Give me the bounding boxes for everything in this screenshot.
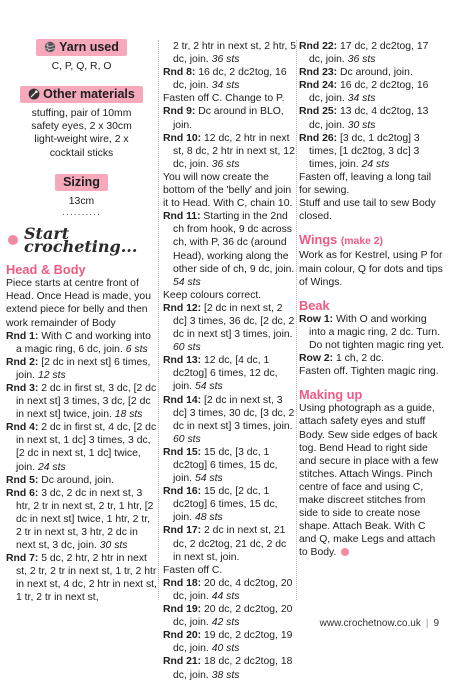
- round-text: 16 dc, 2 dc2tog, 16 dc, join.: [173, 67, 287, 92]
- round-text: 18 dc, 2 dc2tog, 18 dc, join.: [173, 656, 293, 681]
- round-label: Rnd 6:: [6, 487, 39, 499]
- round-item: [6, 474, 157, 487]
- round-item: [299, 40, 445, 66]
- round-label: Rnd 11:: [163, 211, 201, 223]
- pink-dot-icon: [341, 548, 349, 556]
- round-item: [6, 382, 157, 421]
- other-materials-pill: [20, 86, 143, 103]
- round-text: 16 dc, 2 dc2tog, 16 dc, join.: [309, 80, 429, 105]
- round-text: 20 dc, 4 dc2tog, 20 dc, join.: [173, 577, 293, 602]
- round-item: [299, 66, 445, 79]
- round-item: [163, 210, 297, 289]
- start-crocheting-label: Start crocheting...: [24, 223, 138, 257]
- round-text: [2 dc in next st, 3 dc] 3 times, 30 dc, [3 dc, 2 dc in next st] 3 times, join.: [173, 394, 295, 432]
- instruction-text: Fasten off C.: [163, 564, 223, 576]
- material-line: cocktail sticks: [49, 147, 114, 159]
- stitch-count: 36 sts: [211, 158, 240, 170]
- round-text: 20 dc, 2 dc2tog, 20 dc, join.: [173, 604, 293, 629]
- column-divider-1: [158, 40, 159, 600]
- round-continuation: [163, 40, 297, 66]
- round-label: Rnd 3:: [6, 382, 39, 394]
- instruction-text: You will now create the bottom of the 'belly' and join it to Head. With C, chain 10.: [163, 171, 293, 210]
- footer-separator: |: [425, 618, 429, 629]
- round-text: 2 dc in first st, 3 dc, [2 dc in next st] 3 times, 3 dc, [2 dc in next st] twice, join.: [16, 382, 157, 421]
- round-item: [6, 421, 157, 473]
- round-text: [3 dc, 1 dc2tog] 3 times, [1 dc2tog, 3 dc] 3 times, join.: [309, 132, 420, 170]
- head-body-intro: Piece starts at centre front of Head. Once Head is made, you extend piece for belly and then work remainder of Body: [6, 278, 151, 329]
- stitch-count: 24 sts: [37, 461, 66, 473]
- round-item: [299, 105, 445, 131]
- yarn-used-header: [6, 39, 157, 56]
- round-text: 17 dc, 2 dc2tog, 17 dc, join.: [309, 41, 429, 66]
- round-label: Row 1:: [299, 313, 334, 325]
- round-text: 19 dc, 2 dc2tog, 19 dc, join.: [173, 630, 293, 655]
- round-label: Rnd 4:: [6, 422, 39, 434]
- round-label: Rnd 13:: [163, 355, 202, 367]
- other-materials-label: Other materials: [43, 87, 135, 102]
- round-item: [299, 313, 445, 352]
- round-item: [163, 394, 297, 446]
- stitch-count: 42 sts: [211, 617, 240, 629]
- head-body-rounds-col3: [299, 40, 445, 171]
- stitch-count: 54 sts: [194, 381, 223, 393]
- sizing-header: [6, 174, 157, 191]
- head-body-rounds-col2-a: [163, 66, 297, 92]
- start-crocheting-heading: [6, 223, 157, 257]
- material-line: stuffing, pair of 10mm: [31, 108, 132, 120]
- round-item: [163, 577, 297, 603]
- page-number: 9: [433, 618, 439, 629]
- round-label: Rnd 17:: [163, 525, 202, 537]
- stitch-count: 54 sts: [173, 276, 201, 288]
- round-item: [299, 352, 445, 365]
- head-body-rounds-col1: [6, 330, 157, 605]
- stitch-count: 36 sts: [211, 54, 240, 66]
- round-item: [163, 485, 297, 524]
- stitch-count: 12 sts: [37, 369, 66, 381]
- round-text: Dc around, join.: [340, 67, 413, 79]
- wings-title: Wings: [299, 232, 338, 248]
- round-label: Rnd 22:: [299, 41, 338, 52]
- round-label: Rnd 26:: [299, 132, 338, 144]
- column-2: [163, 40, 297, 682]
- round-item: [6, 487, 157, 552]
- yarn-used-pill: [36, 39, 127, 56]
- other-materials-header: [6, 86, 157, 103]
- instruction-text: Stuff and use tail to sew Body closed.: [299, 198, 436, 223]
- stitch-count: 30 sts: [99, 540, 128, 552]
- stitch-count: 44 sts: [211, 590, 240, 602]
- round-text: 2 dc in first st, 4 dc, [2 dc in next st, 1 dc] 3 times, 3 dc, [2 dc in next st, 1 dc] twice, join.: [16, 422, 157, 473]
- round-label: Rnd 18:: [163, 577, 202, 589]
- website-url: www.crochetnow.co.uk: [319, 618, 421, 629]
- stitch-count: 24 sts: [361, 158, 390, 170]
- round-text: With O and working into a magic ring, 2 dc. Turn. Do not tighten magic ring yet.: [309, 313, 445, 351]
- round-text: Dc around in BLO, join.: [173, 106, 284, 131]
- stitch-count: 38 sts: [211, 669, 240, 681]
- round-label: Rnd 2:: [6, 356, 39, 368]
- round-label: Rnd 19:: [163, 604, 202, 616]
- round-item: [6, 552, 157, 604]
- round-text: 3 dc, 2 dc in next st, 3 htr, 2 tr in next st, 2 tr, 1 htr, [2 dc in next st] twice, 1 htr, 2 tr, 2 tr in next st, 3 htr, 2 dc in next st, 3 dc, join.: [16, 487, 154, 552]
- round-text: With C and working into a magic ring, 6 dc, join.: [16, 330, 151, 355]
- round-item: [163, 354, 297, 393]
- round-label: Rnd 20:: [163, 630, 202, 642]
- round-text: 15 dc, [2 dc, 1 dc2tog] 6 times, 15 dc, join.: [173, 486, 278, 524]
- column-1: [6, 0, 157, 605]
- round-label: Rnd 16:: [163, 486, 202, 498]
- round-text: 1 ch, 2 dc.: [335, 353, 384, 365]
- stitch-count: 60 sts: [173, 342, 201, 354]
- round-item: [163, 302, 297, 354]
- dotted-separator: ..........: [62, 206, 101, 218]
- round-label: Rnd 23:: [299, 67, 338, 79]
- stitch-count: 30 sts: [347, 119, 376, 131]
- round-item: [163, 655, 297, 681]
- round-label: Rnd 5:: [6, 474, 39, 486]
- head-body-rounds-col2-b: [163, 105, 297, 170]
- stitch-count: 40 sts: [211, 643, 240, 655]
- round-label: Rnd 1:: [6, 330, 39, 342]
- round-label: Rnd 15:: [163, 446, 202, 458]
- round-item: [163, 603, 297, 629]
- round-item: [299, 132, 445, 171]
- round-label: Rnd 7:: [6, 553, 39, 565]
- instruction-text: Fasten off, leaving a long tail for sewing.: [299, 171, 432, 197]
- sizing-value: 13cm: [68, 195, 95, 207]
- wings-heading: [299, 233, 445, 248]
- round-text: 15 dc, [3 dc, 1 dc2tog] 6 times, 15 dc, join.: [173, 446, 278, 485]
- yarn-used-label: Yarn used: [59, 40, 119, 54]
- beak-rows: [299, 313, 445, 365]
- round-item: [163, 629, 297, 655]
- round-text: 12 dc, 2 htr in next st, 8 dc, 2 htr in next st, 12 dc, join.: [173, 132, 295, 170]
- beak-heading: Beak: [299, 297, 330, 313]
- column-3: [299, 40, 445, 559]
- round-text: 2 dc in next st, 21 dc, 2 dc2tog, 21 dc, 2 dc in next st, join.: [173, 525, 287, 563]
- yarn-list: C, P, Q, R, O: [51, 61, 112, 73]
- round-item: [163, 446, 297, 485]
- pink-dot-icon: [8, 235, 18, 245]
- stitch-count: 54 sts: [194, 473, 223, 485]
- round-label: Rnd 10:: [163, 132, 202, 144]
- round-item: [6, 356, 157, 382]
- wings-text: Work as for Kestrel, using P for main colour, Q for dots and tips of Wings.: [299, 250, 443, 288]
- head-body-rounds-col2-e: [163, 577, 297, 682]
- head-body-rounds-col2-d: [163, 302, 297, 564]
- round-item: [163, 66, 297, 92]
- round-item: [163, 524, 297, 563]
- round-label: Rnd 8:: [163, 67, 196, 79]
- stitch-count: 36 sts: [347, 54, 376, 66]
- round-text: [2 dc in next st] 6 times, join.: [16, 356, 151, 381]
- round-text: 13 dc, 4 dc2tog, 13 dc, join.: [309, 106, 429, 131]
- round-text: 2 tr, 2 htr in next st, 2 htr, 5 dc, join.: [173, 41, 297, 66]
- round-label: Rnd 21:: [163, 656, 202, 668]
- stitch-count: 60 sts: [173, 433, 201, 445]
- round-item: [163, 105, 297, 131]
- instruction-text: Fasten off C. Change to P.: [163, 93, 285, 105]
- round-item: [6, 330, 157, 356]
- head-body-heading: Head & Body: [6, 262, 86, 278]
- stitch-count: 34 sts: [211, 80, 240, 92]
- round-label: Rnd 25:: [299, 106, 338, 118]
- material-line: safety eyes, 2 x 30cm: [31, 121, 132, 133]
- stitch-count: 18 sts: [114, 409, 143, 421]
- sizing-pill: Sizing: [55, 174, 108, 191]
- round-text: 5 dc, 2 htr, 2 htr in next st, 2 tr, 2 tr in next st, 1 tr, 2 htr in next st, 4 dc, 2 htr in next st, 1 tr, 2 tr in next st,: [16, 553, 157, 604]
- round-label: Row 2:: [299, 353, 334, 365]
- yarn-ball-icon: [44, 41, 56, 53]
- instruction-text: Keep colours correct.: [163, 289, 262, 301]
- round-label: Rnd 24:: [299, 80, 338, 92]
- round-text: Dc around, join.: [41, 474, 114, 486]
- round-label: Rnd 12:: [163, 302, 202, 314]
- page-footer: [320, 618, 439, 629]
- head-body-rounds-col2-c: [163, 210, 297, 289]
- round-item: [299, 79, 445, 105]
- round-text: 12 dc, [4 dc, 1 dc2tog] 6 times, 12 dc, join.: [173, 355, 278, 393]
- round-item: [163, 132, 297, 171]
- making-up-body: Using photograph as a guide, attach safety eyes and stuff Body. Sew side edges of back tog. Bend Head to right side and secure in place with a few stitches. Attach Wings. Pinch centre of face and using C, make discreet stitches from side to side to create nose shape. Attach Beak. With C and Q, make Legs and attach to Body.: [299, 403, 439, 559]
- stitch-count: 48 sts: [194, 512, 223, 524]
- stitch-count: 6 sts: [125, 343, 148, 355]
- round-label: Rnd 14:: [163, 394, 202, 406]
- wings-title-note: (make 2): [340, 236, 384, 248]
- stitch-count: 34 sts: [347, 93, 376, 105]
- beak-after-text: Fasten off. Tighten magic ring.: [299, 366, 439, 378]
- round-text: Starting in the 2nd ch from hook, 9 dc across ch, with P, 36 dc (around Head), working along the other side of ch, 9 dc, join.: [173, 211, 295, 275]
- other-materials-list: [6, 107, 157, 159]
- sewing-needle-icon: [28, 88, 40, 100]
- round-text: [2 dc in next st, 2 dc] 3 times, 36 dc, [2 dc, 2 dc in next st] 3 times, join.: [173, 302, 295, 341]
- round-label: Rnd 9:: [163, 106, 196, 118]
- making-up-heading: Making up: [299, 387, 363, 403]
- making-up-text: [299, 402, 445, 559]
- material-line: light-weight wire, 2 x: [34, 134, 129, 146]
